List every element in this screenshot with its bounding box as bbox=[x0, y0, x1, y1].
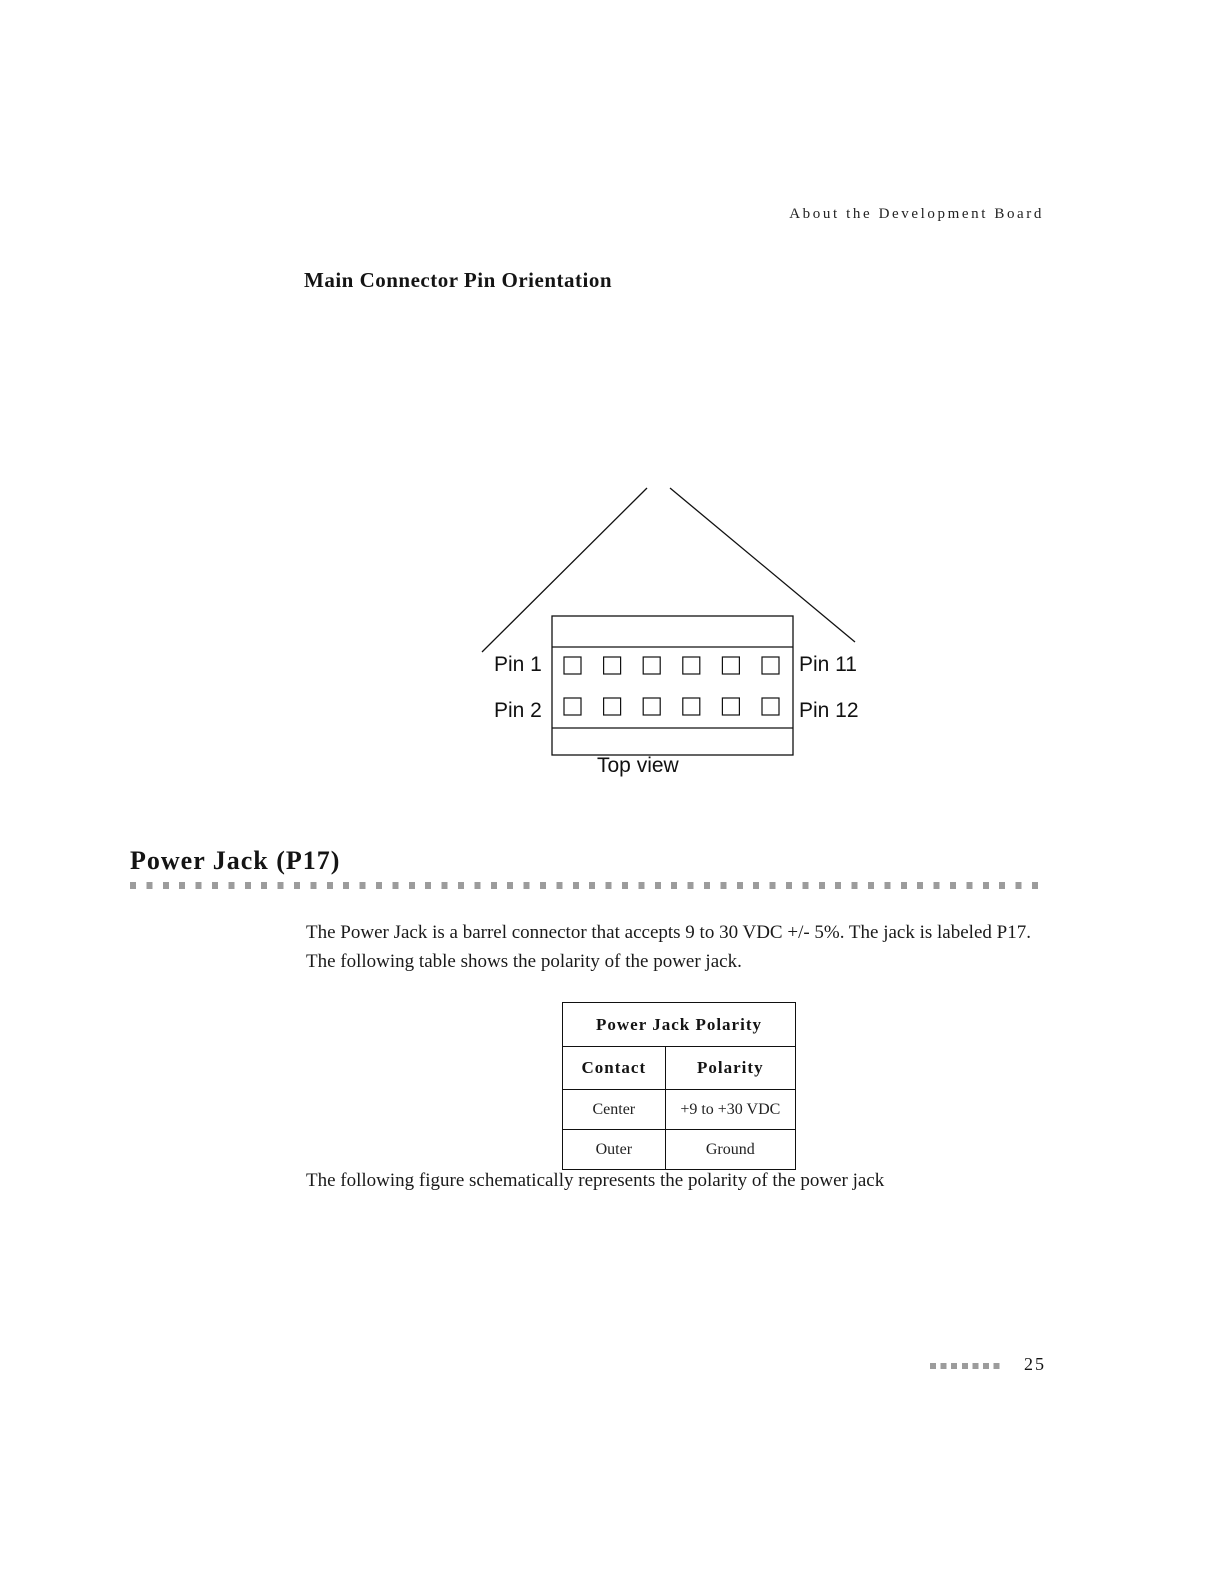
table-cell-polarity: +9 to +30 VDC bbox=[665, 1090, 795, 1130]
table-title: Power Jack Polarity bbox=[563, 1003, 796, 1047]
pin-row-2 bbox=[564, 698, 779, 715]
connector-pin bbox=[604, 698, 621, 715]
figure-caption: The following figure schematically represents the polarity of the power jack bbox=[306, 1170, 885, 1191]
connector-pin bbox=[722, 698, 739, 715]
table-cell-contact: Center bbox=[563, 1090, 666, 1130]
connector-pin bbox=[643, 657, 660, 674]
table-cell-contact: Outer bbox=[563, 1130, 666, 1170]
page-number: 25 bbox=[1024, 1354, 1046, 1374]
pin11-label: Pin 11 bbox=[799, 653, 857, 676]
table-row bbox=[563, 1130, 796, 1170]
connector-pin bbox=[683, 698, 700, 715]
power-jack-heading: Power Jack (P17) bbox=[130, 846, 341, 875]
connector-diagram bbox=[470, 480, 890, 790]
connector-section-title: Main Connector Pin Orientation bbox=[304, 268, 613, 292]
column-header-contact: Contact bbox=[563, 1047, 666, 1090]
power-jack-polarity-table bbox=[562, 1002, 796, 1170]
connector-body bbox=[552, 616, 793, 755]
section-divider bbox=[130, 882, 1046, 889]
connector-pin bbox=[643, 698, 660, 715]
table-row bbox=[563, 1090, 796, 1130]
table-header-row bbox=[563, 1047, 796, 1090]
connector-pin bbox=[683, 657, 700, 674]
connector-pin bbox=[564, 698, 581, 715]
table-title-row bbox=[563, 1003, 796, 1047]
pin-row-1 bbox=[564, 657, 779, 674]
pin1-pointer-line bbox=[482, 488, 647, 652]
connector-pin bbox=[722, 657, 739, 674]
column-header-polarity: Polarity bbox=[665, 1047, 795, 1090]
pin1-label: Pin 1 bbox=[494, 653, 542, 676]
connector-pin bbox=[762, 657, 779, 674]
power-jack-description: The Power Jack is a barrel connector that accepts 9 to 30 VDC +/- 5%. The jack is labeled P17. The following table shows the polarity of the power jack. bbox=[306, 922, 1031, 972]
pin12-label: Pin 12 bbox=[799, 699, 859, 722]
top-view-label: Top view bbox=[597, 754, 679, 777]
running-header: About the Development Board bbox=[789, 206, 1044, 222]
connector-pin bbox=[762, 698, 779, 715]
table-cell-polarity: Ground bbox=[665, 1130, 795, 1170]
connector-pin bbox=[604, 657, 621, 674]
pin2-label: Pin 2 bbox=[494, 699, 542, 722]
pin11-pointer-line bbox=[670, 488, 855, 642]
footer-dots bbox=[930, 1363, 1004, 1369]
connector-diagram-drawing bbox=[470, 480, 890, 790]
connector-pin bbox=[564, 657, 581, 674]
